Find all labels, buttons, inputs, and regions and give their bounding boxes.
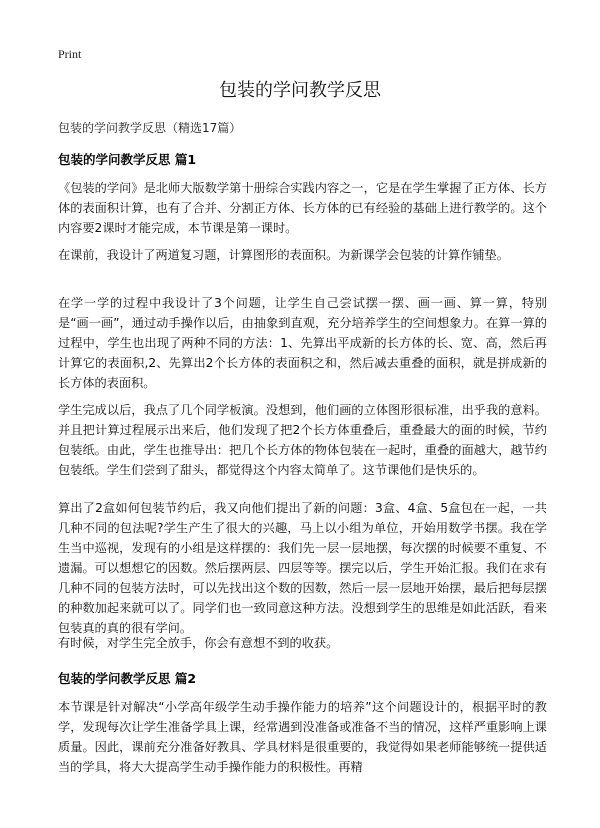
paragraph: 学生完成以后，我点了几个同学板演。没想到，他们画的立体图形很标准，出乎我的意料。并且把计算过程展示出来后，他们发现了把2个长方体重叠后，重叠最大的面的时候，节约包装纸。由此，学生也推导出：把几个长方体的物体包装在一起时，重叠的面越大，越节约包装纸。学生们尝到了甜头，都觉得这个内容太简单了。这节课他们是快乐的。 bbox=[58, 403, 547, 477]
print-link[interactable]: Print bbox=[58, 47, 82, 61]
paragraph: 算出了2盒如何包装节约后，我又向他们提出了新的问题：3盒、4盒、5盒包在一起，一共几种不同的包法呢?学生产生了很大的兴趣，马上以小组为单位，开始用数学书摆。我在学生当中巡视，发现有的小组是这样摆的：我们先一层一层地摆，每次摆的时候要不重复、不遗漏。可以想想它的因数。然后摆两层、四层等等。摆完以后，学生开始汇报。我们在求有几种不同的包装方法时，可以先找出这个数的因数，然后一层一层地开始摆，最后把每层摆的种数加起来就可以了。同学们也一致同意这种方法。没想到学生的思维是如此活跃，看来包装真的真的很有学问。 bbox=[58, 501, 547, 635]
paragraph: 《包装的学问》是北师大版数学第十册综合实践内容之一，它是在学生掌握了正方体、长方体的表面积计算，也有了合并、分割正方体、长方体的已有经验的基础上进行教学的。这个内容要2课时才能完成，本节课是第一课时。 bbox=[58, 181, 547, 235]
paragraph: 本节课是针对解决“小学高年级学生动手操作能力的培养”这个问题设计的，根据平时的教学，发现每次让学生准备学具上课，经常遇到没准备或准备不当的情况，这样严重影响上课质量。因此，课前充分准备好教具、学具材料是很重要的，我觉得如果老师能够统一提供适当的学具，将大大提高学生动手操作能力的积极性。再精 bbox=[58, 700, 547, 774]
document-subtitle: 包装的学问教学反思（精选17篇） bbox=[58, 121, 242, 135]
paragraph: 在学一学的过程中我设计了3个问题，让学生自己尝试摆一摆、画一画、算一算，特别是“画一画”，通过动手操作以后，由抽象到直观，充分培养学生的空间想象力。在算一算的过程中，学生也出现了两种不同的方法：1、先算出平成新的长方体的长、宽、高，然后再计算它的表面积,2、先算出2个长方体的表面积之和，然后减去重叠的面积，就是拼成新的长方体的表面积。 bbox=[58, 296, 547, 390]
paragraph: 在课前，我设计了两道复习题，计算图形的表面积。为新课学会包装的计算作铺垫。 bbox=[58, 248, 509, 262]
document-title: 包装的学问教学反思 bbox=[219, 80, 381, 101]
section-heading-1: 包装的学问教学反思 篇1 bbox=[58, 152, 197, 167]
section-heading-2: 包装的学问教学反思 篇2 bbox=[58, 671, 197, 686]
paragraph: 有时候，对学生完全放手，你会有意想不到的收获。 bbox=[58, 636, 339, 650]
